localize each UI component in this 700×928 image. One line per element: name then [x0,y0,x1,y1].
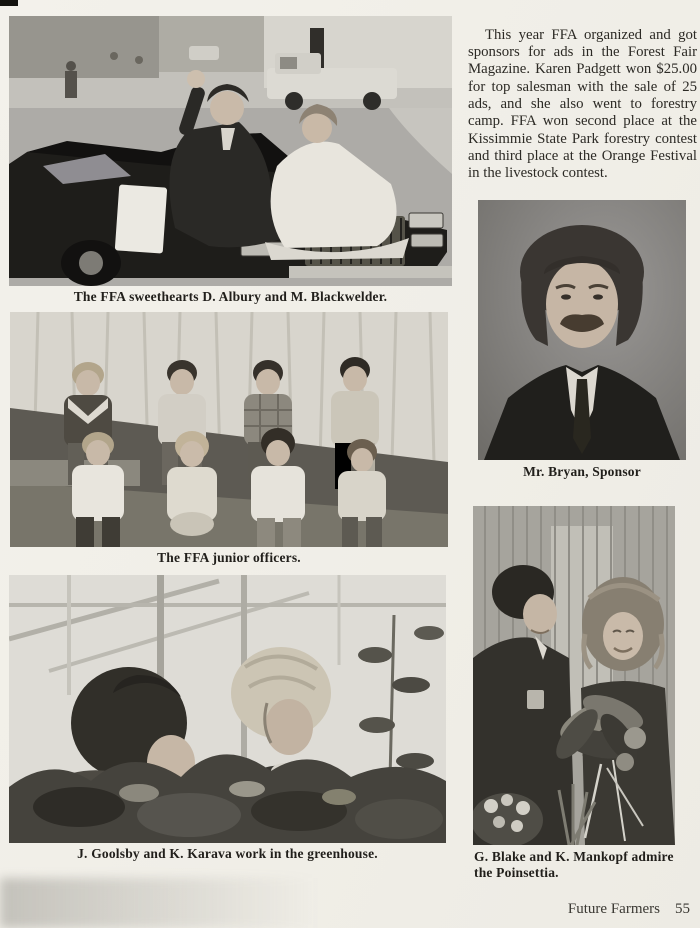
photo-poinsettia [473,506,675,845]
caption-greenhouse: J. Goolsby and K. Karava work in the greenhouse. [77,846,378,861]
article-text: This year FFA organized and got sponsors for ads in the Forest Fair Magazine. Karen Padgett won $25.00 for top salesman with the sale of 25 ads, and she also went to forestry camp. FFA won second place at the Kissimmie State Park forestry contest and third place at the Orange Festival in the livestock contest. [468,26,697,182]
scan-corner-mark [0,0,18,6]
poinsettia-photo-illustration [473,506,675,845]
scan-shadow [0,878,345,928]
footer-page-number: 55 [675,901,690,917]
photo-sponsor-portrait [478,200,686,460]
sweethearts-photo-illustration [9,16,452,286]
greenhouse-photo-illustration [9,575,446,843]
caption-sponsor: Mr. Bryan, Sponsor [523,464,641,479]
photo-ffa-sweethearts [9,16,452,286]
caption-ffa-sweethearts: The FFA sweethearts D. Albury and M. Blackwelder. [73,289,388,304]
junior-officers-photo-illustration [10,312,448,547]
caption-poinsettia: G. Blake and K. Mankopf admire the Poinsettia. [474,849,674,880]
photo-junior-officers [10,312,448,547]
photo-greenhouse [9,575,446,843]
sponsor-photo-illustration [478,200,686,460]
caption-junior-officers: The FFA junior officers. [157,550,301,565]
page-footer [568,901,690,918]
footer-section-title: Future Farmers [567,901,660,917]
